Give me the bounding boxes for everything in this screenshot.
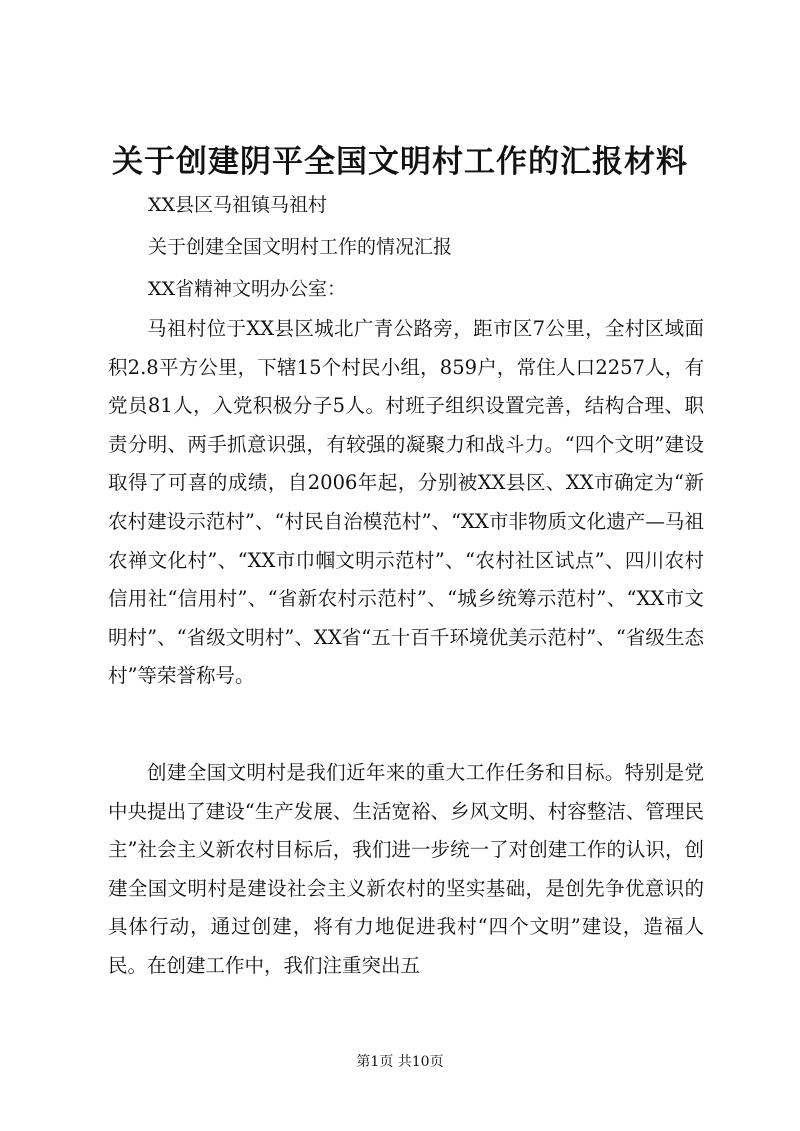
page-number: 第1页 共10页 [356,1054,444,1070]
recipient-line: XX省精神文明办公室： [148,278,347,300]
document-title: 关于创建阴平全国文明村工作的汇报材料 [112,144,688,180]
body-paragraph: 马祖村位于XX县区城北广青公路旁，距市区7公里，全村区域面积2.8平方公里，下辖15个村民小组，859户，常住人口2257人，有党员81人，入党积极分子5人。村班子组织设置完善，结构合理、职责分明、两手抓意识强，有较强的凝聚力和战斗力。“四个文明”建设取得了可喜的成绩，自2006年起，分别被XX县区、XX市确定为“新农村建设示范村”、“村民自治模范村”、“XX市非物质文化遗产—马祖农禅文化村”、“XX市巾帼文明示范村”、“农村社区试点”、四川农村信用社“信用村”、“省新农村示范村”、“城乡统筹示范村”、“XX市文明村”、“省级文明村”、XX省“五十百千环境优美示范村”、“省级生态村”等荣誉称号。 [108,317,704,688]
body-paragraph: 创建全国文明村是我们近年来的重大工作任务和目标。特别是党中央提出了建设“生产发展、生活宽裕、乡风文明、村容整洁、管理民主”社会主义新农村目标后，我们进一步统一了对创建工作的认识，创建全国文明村是建设社会主义新农村的坚实基础，是创先争优意识的具体行动，通过创建，将有力地促进我村“四个文明”建设，造福人民。在创建工作中，我们注重突出五 [108,761,704,977]
subtitle-line: 关于创建全国文明村工作的情况汇报 [148,236,453,258]
org-line: XX县区马祖镇马祖村 [148,194,328,216]
